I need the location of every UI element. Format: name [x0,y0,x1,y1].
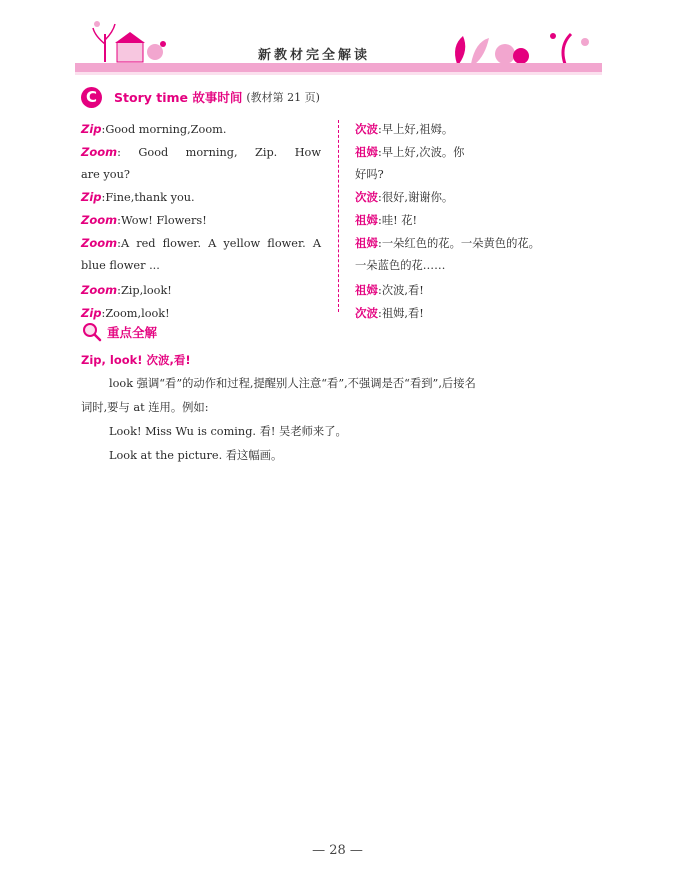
speaker-label: Zoom [81,236,118,250]
dialogue-line [355,118,605,141]
line-text: Good morning,Zoom. [105,123,227,136]
separator: : [378,214,382,227]
header-band [75,63,602,72]
key-points-body [81,348,602,468]
key-point-subheading: Zip, look! 次波,看! [81,353,191,367]
header-band-light [75,72,602,75]
separator: : [378,237,382,250]
dialogue-line [355,279,605,302]
line-text: Zoom,look! [105,307,170,320]
speaker-label: 次波 [355,306,378,320]
line-text: 早上好,祖姆。 [381,123,454,136]
line-text: 哇! 花! [381,214,418,227]
line-text: Zip,look! [120,284,172,297]
dialogue-english [81,118,321,325]
line-text: 好吗? [355,168,384,181]
separator: : [117,214,121,227]
magnifier-icon [81,322,103,342]
dialogue-line [81,118,321,141]
speaker-label: Zip [81,306,102,320]
speaker-label: 祖姆 [355,283,378,297]
section-title: Story time 故事时间 [114,90,243,105]
dialogue-line [81,232,321,255]
dialogue-line [81,141,321,164]
key-points-title: 重点全解 [107,325,158,340]
separator: : [101,123,106,136]
line-text: Wow! Flowers! [120,214,207,227]
line-text: Fine,thank you. [105,191,195,204]
example-sentence: Look! Miss Wu is coming. 看! 吴老师来了。 [109,425,347,438]
separator: : [378,191,382,204]
dialogue-line [81,279,321,302]
key-points-heading [81,322,157,342]
dialogue-line [355,141,605,164]
dialogue-line-continued [355,255,605,277]
separator: : [101,307,106,320]
header-title: 新教材完全解读 [258,48,371,63]
line-text: 次波,看! [381,284,424,297]
speaker-label: 祖姆 [355,236,378,250]
dialogue-line [81,186,321,209]
dialogue-line-continued [81,164,321,186]
speaker-label: Zoom [81,283,118,297]
speaker-label: 次波 [355,190,378,204]
dialogue-line [81,209,321,232]
dialogue-line-continued [81,255,321,277]
speaker-label: 次波 [355,122,378,136]
page-header [75,14,602,76]
speaker-label: Zoom [81,145,118,159]
line-text: 一朵红色的花。一朵黄色的花。 [381,237,540,250]
separator: : [117,146,121,159]
speaker-label: 祖姆 [355,213,378,227]
line-text: 祖姆,看! [381,307,424,320]
line-text: 早上好,次波。你 [381,146,465,159]
dialogue-chinese [355,118,605,325]
column-divider [338,120,339,312]
speaker-label: Zoom [81,213,118,227]
explanation-line: 词时,要与 at 连用。例如: [81,401,209,414]
section-badge: C [81,87,102,108]
separator: : [117,237,121,250]
section-heading [81,86,320,108]
dialogue-line [355,302,605,325]
page-number: — 28 — [312,843,363,858]
line-text: 一朵蓝色的花…… [355,259,446,272]
dialogue-line [355,232,605,255]
speaker-label: 祖姆 [355,145,378,159]
tree-house-illustration [75,14,175,64]
separator: : [378,284,382,297]
separator: : [378,146,382,159]
separator: : [101,191,106,204]
separator: : [117,284,121,297]
line-text: A red flower. A yellow flower. A [120,237,321,250]
line-text: 很好,谢谢你。 [381,191,454,204]
speaker-label: Zip [81,122,102,136]
separator: : [378,307,382,320]
example-sentence: Look at the picture. 看这幅画。 [109,449,283,462]
speaker-label: Zip [81,190,102,204]
plants-illustration [445,22,602,64]
dialogue-line-continued [355,164,605,186]
line-text: Good morning, Zip. How [138,146,322,159]
section-reference: (教材第 21 页) [246,91,320,104]
line-text: are you? [81,168,130,181]
explanation-line: look 强调“看”的动作和过程,提醒别人注意“看”,不强调是否“看到”,后接名 [109,377,476,390]
separator: : [378,123,382,136]
line-text: blue flower ... [81,259,160,272]
dialogue-line [355,186,605,209]
dialogue-line [355,209,605,232]
